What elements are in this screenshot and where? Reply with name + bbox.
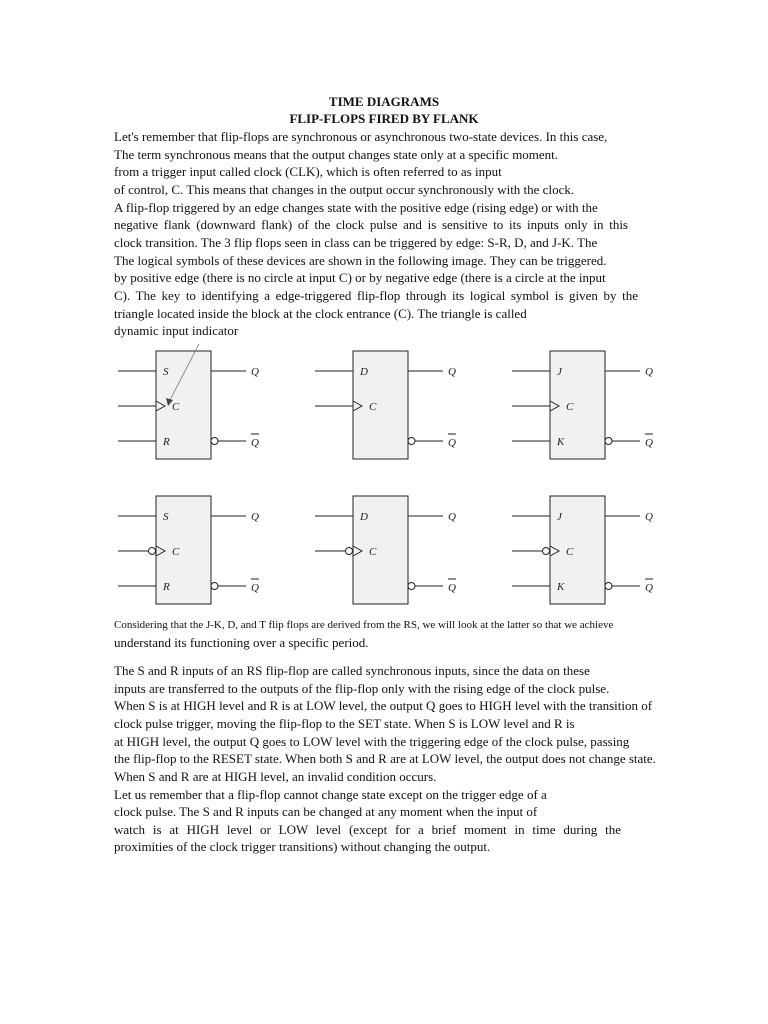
flip-flop-symbol bbox=[118, 351, 259, 459]
negation-bubble bbox=[346, 548, 353, 555]
text-line: The logical symbols of these devices are shown in the following image. They can be triggered. bbox=[114, 253, 607, 268]
output-bar-label: Q bbox=[448, 582, 456, 594]
negation-bubble bbox=[211, 438, 218, 445]
input-label: D bbox=[360, 511, 368, 523]
negation-bubble bbox=[605, 438, 612, 445]
negation-bubble bbox=[211, 583, 218, 590]
flip-flop-symbol bbox=[512, 496, 653, 604]
negation-bubble bbox=[408, 438, 415, 445]
text-line: from a trigger input called clock (CLK), which is often referred to as input bbox=[114, 164, 502, 179]
negation-bubble bbox=[605, 583, 612, 590]
negation-bubble bbox=[543, 548, 550, 555]
text-line: triangle located inside the block at the clock entrance (C). The triangle is called bbox=[114, 306, 527, 321]
text-line: When S and R are at HIGH level, an invalid condition occurs. bbox=[114, 769, 437, 784]
text-line: The term synchronous means that the output changes state only at a specific moment. bbox=[114, 147, 559, 162]
flip-flop-symbols-diagram bbox=[0, 336, 768, 616]
document-title: TIME DIAGRAMS bbox=[328, 94, 440, 109]
caption-line: Considering that the J-K, D, and T flip flops are derived from the RS, we will look at the latter so that we achieve bbox=[114, 619, 614, 631]
input-label: J bbox=[557, 511, 562, 523]
input-label: K bbox=[557, 436, 565, 448]
text-line: Let us remember that a flip-flop cannot change state except on the trigger edge of a bbox=[114, 787, 547, 802]
negation-bubble bbox=[408, 583, 415, 590]
text-line: the flip-flop to the RESET state. When both S and R are at LOW level, the output does not change state. bbox=[114, 751, 656, 766]
text-line: The S and R inputs of an RS flip-flop are called synchronous inputs, since the data on these bbox=[114, 663, 590, 678]
output-bar-label: Q bbox=[251, 437, 259, 449]
text-line: negative flank (downward flank) of the clock pulse and is sensitive to its inputs only in this bbox=[114, 217, 628, 232]
output-label: Q bbox=[448, 511, 456, 523]
input-label: D bbox=[360, 366, 368, 378]
text-line: C). The key to identifying a edge-triggered flip-flop through its logical symbol is given by the bbox=[114, 288, 638, 303]
output-bar-label: Q bbox=[645, 582, 653, 594]
input-label: J bbox=[557, 366, 562, 378]
flip-flop-symbol bbox=[512, 351, 653, 459]
output-label: Q bbox=[251, 511, 259, 523]
clock-label: C bbox=[172, 401, 180, 413]
output-bar-label: Q bbox=[645, 437, 653, 449]
text-line: watch is at HIGH level or LOW level (except for a brief moment in time during the bbox=[114, 822, 621, 837]
clock-label: C bbox=[566, 546, 574, 558]
text-line: of control, C. This means that changes in the output occur synchronously with the clock. bbox=[114, 182, 575, 197]
text-line: A flip-flop triggered by an edge changes state with the positive edge (rising edge) or with the bbox=[114, 200, 598, 215]
flip-flop-symbol bbox=[315, 496, 456, 604]
text-line: at HIGH level, the output Q goes to LOW level with the triggering edge of the clock pulse, passing bbox=[114, 734, 630, 749]
text-line: clock pulse. The S and R inputs can be changed at any moment when the input of bbox=[114, 804, 538, 819]
document-subtitle: FLIP-FLOPS FIRED BY FLANK bbox=[289, 111, 479, 126]
output-label: Q bbox=[251, 366, 259, 378]
text-line: When S is at HIGH level and R is at LOW level, the output Q goes to HIGH level with the transition of bbox=[114, 698, 653, 713]
text-line: clock pulse trigger, moving the flip-flop to the SET state. When S is LOW level and R is bbox=[114, 716, 575, 731]
text-line: Let's remember that flip-flops are synchronous or asynchronous two-state devices. In this case, bbox=[114, 129, 608, 144]
negation-bubble bbox=[149, 548, 156, 555]
output-label: Q bbox=[645, 366, 653, 378]
clock-label: C bbox=[369, 401, 377, 413]
input-label: S bbox=[163, 511, 169, 523]
output-bar-label: Q bbox=[448, 437, 456, 449]
input-label: R bbox=[163, 581, 170, 593]
clock-label: C bbox=[172, 546, 180, 558]
input-label: K bbox=[557, 581, 565, 593]
flip-flop-symbol bbox=[118, 496, 259, 604]
flip-flop-symbol bbox=[315, 351, 456, 459]
text-line: dynamic input indicator bbox=[114, 323, 239, 338]
text-line: by positive edge (there is no circle at input C) or by negative edge (there is a circle at the input bbox=[114, 270, 606, 285]
output-label: Q bbox=[645, 511, 653, 523]
caption-line: understand its functioning over a specific period. bbox=[114, 635, 369, 650]
text-line: clock transition. The 3 flip flops seen in class can be triggered by edge: S-R, D, and J-K. The bbox=[114, 235, 598, 250]
input-label: R bbox=[163, 436, 170, 448]
text-line: proximities of the clock trigger transitions) without changing the output. bbox=[114, 839, 491, 854]
clock-label: C bbox=[566, 401, 574, 413]
text-line: inputs are transferred to the outputs of the flip-flop only with the rising edge of the clock pulse. bbox=[114, 681, 610, 696]
clock-label: C bbox=[369, 546, 377, 558]
output-bar-label: Q bbox=[251, 582, 259, 594]
output-label: Q bbox=[448, 366, 456, 378]
input-label: S bbox=[163, 366, 169, 378]
